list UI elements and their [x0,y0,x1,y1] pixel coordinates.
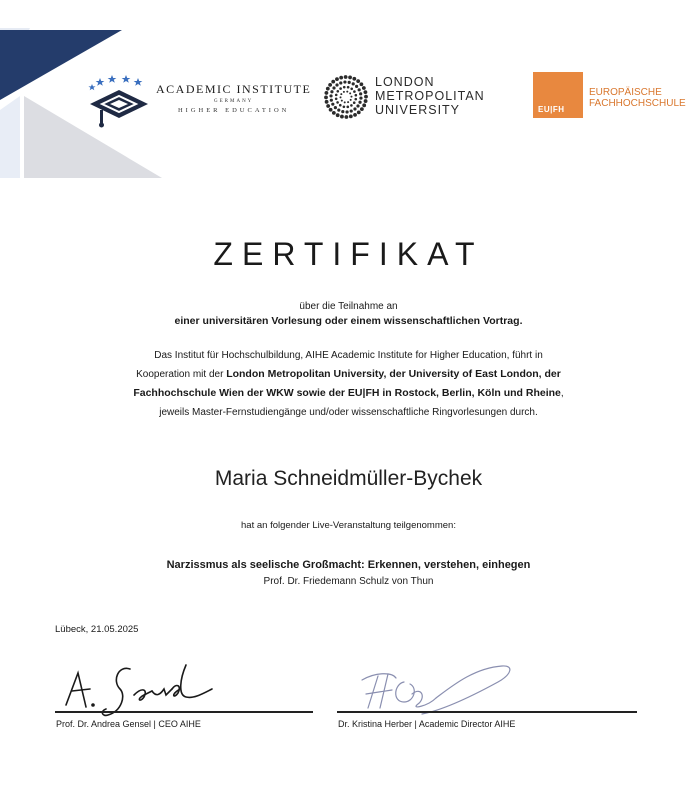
aihe-country: GERMANY [214,99,254,104]
intro-part3: , [560,388,564,399]
speaker-name: Prof. Dr. Friedemann Schulz von Thun [263,576,434,587]
place-date: Lübeck, 21.05.2025 [55,624,139,635]
certificate-title: ZERTIFIKAT [213,236,484,272]
signature-caption-2: Dr. Kristina Herber | Academic Director AIHE [338,719,516,729]
eufh-box [533,72,583,118]
signature-line-1 [55,711,313,713]
signature-caption-1: Prof. Dr. Andrea Gensel | CEO AIHE [56,719,201,729]
eufh-box-label: EU|FH [538,105,565,114]
lmu-dots-icon [323,74,369,120]
aihe-emblem-icon [86,74,152,130]
intro-paragraph [0,346,697,422]
signature-line-2 [337,711,637,713]
subtitle-line1: über die Teilnahme an [299,301,398,312]
eufh-name: EUROPÄISCHE FACHHOCHSCHULE [589,87,686,109]
intro-bold1: London Metropolitan University, der University of East London, der [226,368,561,380]
intro-part2: Kooperation mit der [136,369,224,380]
attended-text: hat an folgender Live-Veranstaltung teilgenommen: [241,520,456,531]
aihe-subtitle: HIGHER EDUCATION [177,107,290,114]
eufh-logo [533,72,693,118]
lmu-name: LONDON METROPOLITAN UNIVERSITY [375,75,485,117]
aihe-logo [86,74,312,130]
event-title: Narzissmus als seelische Großmacht: Erkennen, verstehen, einhegen [166,559,531,571]
intro-part4: jeweils Master-Fernstudiengänge und/oder wissenschaftliche Ringvorlesungen durch. [159,407,538,418]
subtitle-line2: einer universitären Vorlesung oder einem wissenschaftlichen Vortrag. [174,315,523,327]
signature-herber [352,658,522,723]
lmu-logo [323,74,513,124]
recipient-name: Maria Schneidmüller-Bychek [214,467,483,490]
aihe-title: ACADEMIC INSTITUTE [156,82,312,96]
intro-part1: Das Institut für Hochschulbildung, AIHE Academic Institute for Higher Education, führt in [154,350,543,361]
intro-bold2: Fachhochschule Wien der WKW sowie der EU|FH in Rostock, Berlin, Köln und Rheine [133,387,561,399]
